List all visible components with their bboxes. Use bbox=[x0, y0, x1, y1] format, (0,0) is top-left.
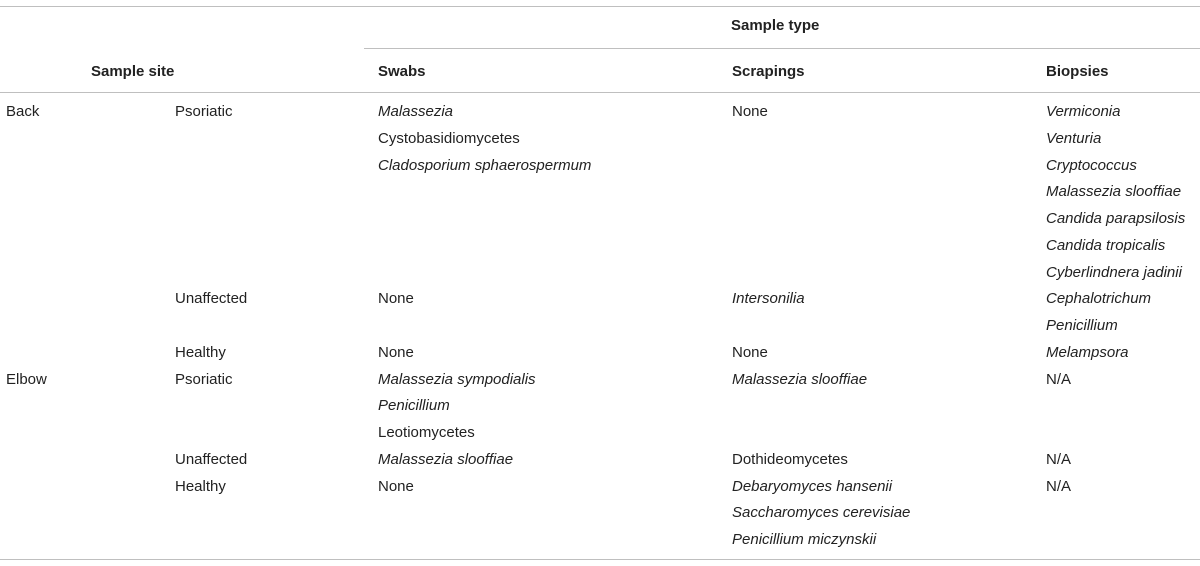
swabs-cell-item: Cladosporium sphaerospermum bbox=[378, 156, 592, 174]
scrapings-cell-item: Debaryomyces hansenii bbox=[732, 477, 893, 495]
swabs-cell-item: Malassezia slooffiae bbox=[378, 450, 514, 468]
biopsies-cell-item: N/A bbox=[1046, 370, 1072, 388]
scrapings-cell-item: None bbox=[732, 103, 768, 120]
biopsies-cell-item: Cryptococcus bbox=[1046, 156, 1137, 174]
swabs-cell-item: None bbox=[378, 477, 414, 495]
sample-type-rule bbox=[364, 48, 1200, 49]
column-header-scrapings: Scrapings bbox=[732, 63, 805, 80]
swabs-cell-item: Leotiomycetes bbox=[378, 424, 475, 441]
condition-cell: Psoriatic bbox=[175, 103, 233, 120]
top-rule bbox=[0, 6, 1200, 7]
scrapings-cell-item: Malassezia slooffiae bbox=[732, 370, 868, 388]
biopsies-cell-item: N/A bbox=[1046, 450, 1072, 468]
swabs-cell-item: Malassezia sympodialis bbox=[378, 370, 536, 388]
header-rule bbox=[0, 92, 1200, 93]
scrapings-cell-item: Saccharomyces cerevisiae bbox=[732, 504, 911, 522]
biopsies-cell-item: Cephalotrichum bbox=[1046, 290, 1152, 308]
biopsies-cell-item: Candida parapsilosis bbox=[1046, 210, 1186, 227]
biopsies-cell-item: Malassezia slooffiae bbox=[1046, 183, 1182, 201]
sample-site-cell: Elbow bbox=[6, 370, 47, 388]
biopsies-cell-item: Vermiconia bbox=[1046, 103, 1121, 120]
scrapings-cell-item: None bbox=[732, 343, 768, 361]
column-header-biopsies: Biopsies bbox=[1046, 63, 1109, 80]
scrapings-cell-item: Dothideomycetes bbox=[732, 450, 848, 468]
biopsies-cell-item: Candida tropicalis bbox=[1046, 236, 1166, 254]
sample-type-header: Sample type bbox=[731, 17, 820, 34]
biopsies-cell-item: Melampsora bbox=[1046, 343, 1129, 361]
condition-cell: Psoriatic bbox=[175, 370, 233, 388]
column-header-swabs: Swabs bbox=[378, 63, 426, 80]
biopsies-cell-item: Venturia bbox=[1046, 129, 1102, 147]
scrapings-cell-item: Penicillium miczynskii bbox=[732, 531, 877, 548]
biopsies-cell-item: Penicillium bbox=[1046, 317, 1118, 334]
condition-cell: Unaffected bbox=[175, 450, 248, 468]
scrapings-cell-item: Intersonilia bbox=[732, 290, 805, 308]
swabs-cell-item: Cystobasidiomycetes bbox=[378, 129, 520, 147]
condition-cell: Unaffected bbox=[175, 290, 248, 308]
condition-cell: Healthy bbox=[175, 477, 226, 495]
condition-cell: Healthy bbox=[175, 343, 226, 361]
bottom-rule bbox=[0, 559, 1200, 560]
swabs-cell-item: None bbox=[378, 290, 414, 308]
swabs-cell-item: None bbox=[378, 343, 414, 361]
sample-site-cell: Back bbox=[6, 103, 40, 120]
swabs-cell-item: Malassezia bbox=[378, 103, 454, 120]
sample-site-header: Sample site bbox=[91, 63, 175, 80]
biopsies-cell-item: N/A bbox=[1046, 477, 1072, 495]
swabs-cell-item: Penicillium bbox=[378, 397, 450, 415]
biopsies-cell-item: Cyberlindnera jadinii bbox=[1046, 263, 1182, 281]
